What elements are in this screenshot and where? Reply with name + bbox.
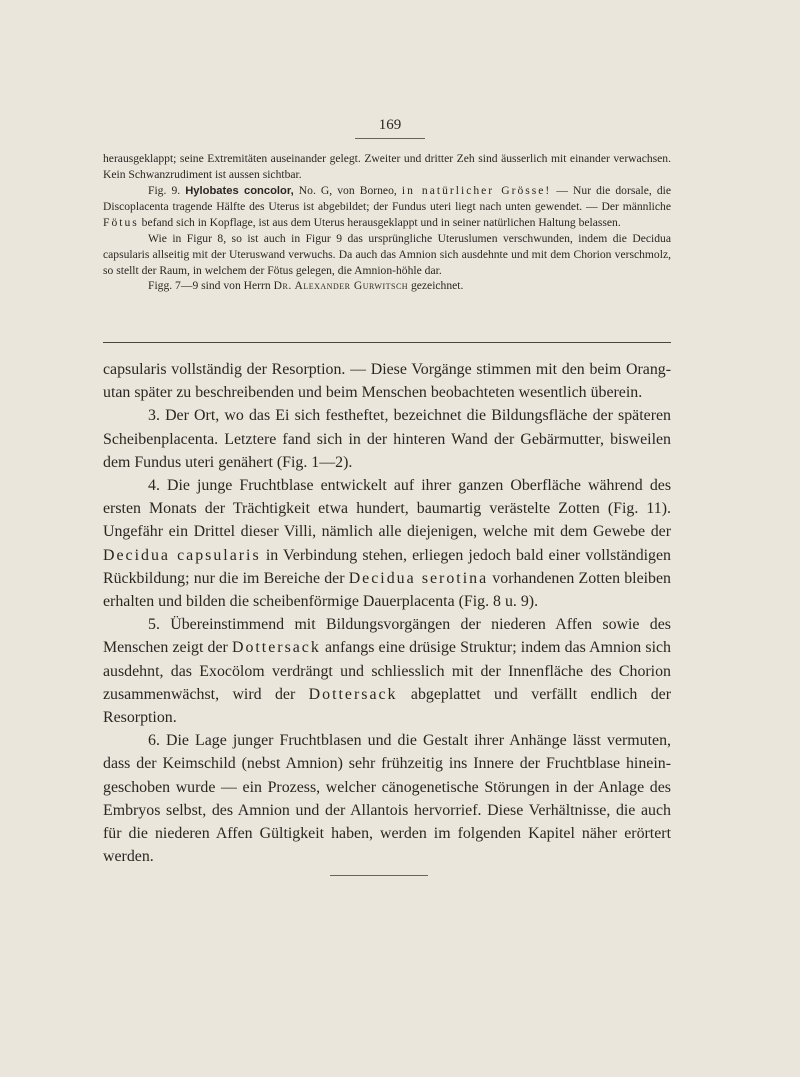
emphasis-dottersack-2: Dottersack xyxy=(308,685,398,703)
caption-species-name: Hylobates concolor, xyxy=(185,184,294,197)
caption-illustrator-name: Dr. Alexander Gurwitsch xyxy=(273,279,409,293)
body-p3-text-a: 4. Die junge Fruchtblase entwickelt auf ihrer ganzen Oberfläche während des ersten Monats der Trächtigkeit etwa hundert, baumartig verästelte Zotten (Fig. 11). Ungefähr ein Drittel dieser Villi, nämlich alle diejenigen, welche mit dem Gewebe der xyxy=(103,477,671,541)
body-paragraph-1: capsularis vollständig der Resorption. — Diese Vorgänge stimmen mit den beim Orang-utan später zu beschreibenden und beim Menschen beobachteten wesentlich überein. xyxy=(103,361,671,402)
caption-paragraph-1: herausgeklappt; seine Extremitäten auseinander gelegt. Zweiter und dritter Zeh sind äusserlich mit einander verwachsen. Kein Schwanzrudiment ist aussen sichtbar. xyxy=(103,152,671,181)
body-p4-text-a: 5. Übereinstimmend mit Bildungsvorgängen der niederen Affen sowie des Menschen zeigt der xyxy=(103,616,671,657)
caption-scale-note: in natürlicher Grösse! xyxy=(401,183,552,197)
body-paragraph-2: 3. Der Ort, wo das Ei sich festheftet, bezeichnet die Bildungsfläche der späteren Scheibenplacenta. Letztere fand sich in der hinteren Wand der Gebärmutter, bisweilen dem Fundus uteri genähert (Fig. 1—2). xyxy=(103,407,671,471)
emphasis-decidua-capsularis: Decidua capsularis xyxy=(103,546,261,564)
end-rule xyxy=(330,875,428,876)
body-p3-text-b: in Verbindung stehen, erliegen jedoch bald einer vollständigen Rückbildung; nur die im Bereiche der xyxy=(103,546,672,587)
page-number-underline xyxy=(355,138,425,139)
caption-emphasis-foetus: Fötus xyxy=(103,216,139,230)
body-paragraph-4 xyxy=(103,613,671,729)
body-paragraph-3 xyxy=(103,474,671,613)
emphasis-dottersack-1: Dottersack xyxy=(231,639,321,657)
caption-credit-suffix: gezeichnet. xyxy=(408,279,464,293)
caption-paragraph-2 xyxy=(103,183,671,231)
figure-caption-block xyxy=(103,151,671,294)
body-p3-text-c: vorhandenen Zotten bleiben erhalten und bilden die scheibenförmige Dauerplacenta (Fig. 8 u. 9). xyxy=(103,569,671,611)
caption-paragraph-3: Wie in Figur 8, so ist auch in Figur 9 das ursprüngliche Uteruslumen verschwunden, indem die Decidua capsularis allseitig mit der Uteruswand verwuchs. Da auch das Amnion sich ausdehnte und mit dem Chorion verschmolz, so stellt der Raum, in welchem der Fötus gelegen, die Amnion-höhle dar. xyxy=(103,231,671,277)
body-paragraph-5: 6. Die Lage junger Fruchtblasen und die Gestalt ihrer Anhänge lässt vermuten, dass der Keimschild (nebst Amnion) sehr frühzeitig ins Innere der Fruchtblase hinein-geschoben wurde — ein Prozess, welcher cänogenetische Störungen in der Anlage des Embryos selbst, des Amnion und der Allantois hervorrief. Diese Verhältnisse, die auch für die niederen Affen Gültigkeit haben, werden im folgenden Kapitel näher erörtert werden. xyxy=(103,732,671,866)
body-p4-text-b: anfangs eine drüsige Struktur; indem das Amnion sich ausdehnt, das Exocölom verdrängt und schliesslich mit der Innenfläche des Chorion zusammenwächst, wird der xyxy=(103,639,671,703)
caption-credit-prefix: Figg. 7—9 sind von Herrn xyxy=(148,279,274,293)
main-text xyxy=(103,358,671,868)
caption-description: — Nur die dorsale, die Discoplacenta tragende Hälfte des Uterus ist abgebildet; der Fundus uteri liegt nach unten gewendet. — Der männliche xyxy=(103,183,671,214)
page-number: 169 xyxy=(378,117,402,133)
caption-paragraph-4 xyxy=(103,278,671,294)
caption-description-end: befand sich in Kopflage, ist aus dem Uterus herausgeklappt und in seiner natürlichen Haltung belassen. xyxy=(138,216,621,230)
caption-fig-label: Fig. 9. xyxy=(148,183,186,197)
body-p4-text-c: abgeplattet und verfällt endlich der Resorption. xyxy=(103,685,671,727)
caption-separator-rule xyxy=(103,342,671,343)
emphasis-decidua-serotina: Decidua serotina xyxy=(348,569,489,587)
caption-specimen-text: No. G, von Borneo, xyxy=(293,183,402,197)
